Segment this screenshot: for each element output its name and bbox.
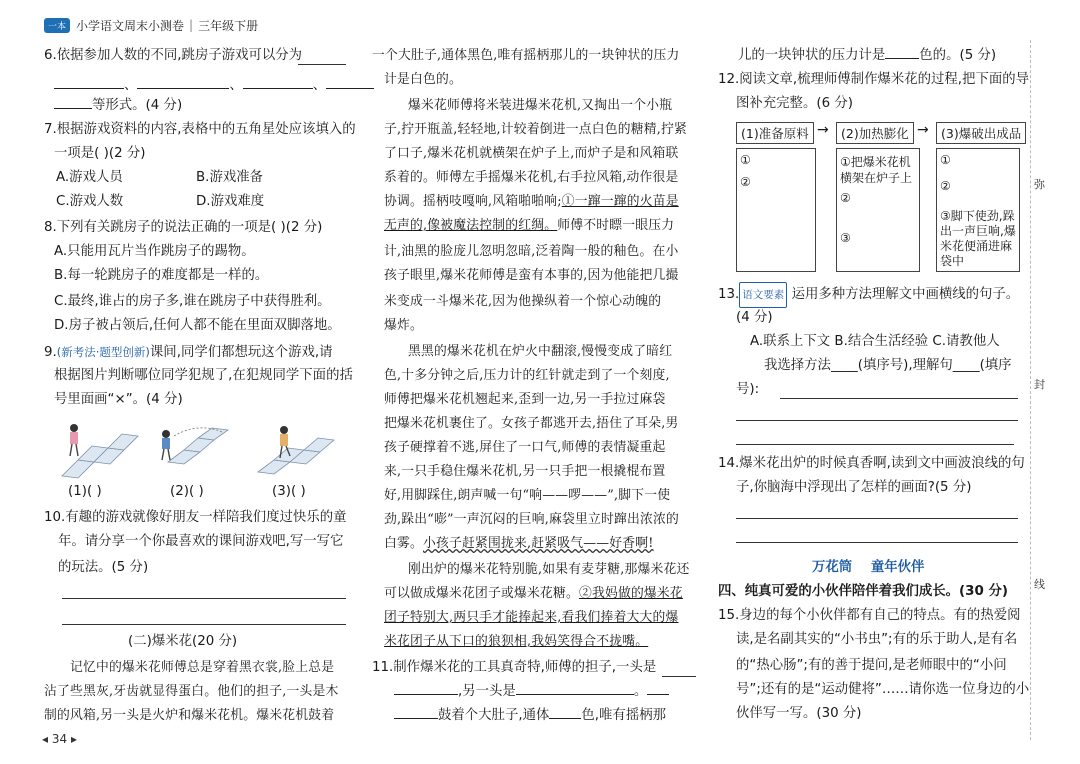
q9-answer-2[interactable]: (2)( )	[170, 484, 204, 499]
flow-box-1[interactable]: ① ②	[736, 148, 816, 272]
flow-step-1: (1)准备原料	[736, 122, 814, 144]
q7-option-b[interactable]: B.游戏准备	[196, 170, 264, 185]
q11-line1: 11.制作爆米花的工具真奇特,师傅的担子,一头是	[372, 660, 657, 675]
q11-line3: 鼓着个大肚子,通体 色,唯有摇柄那	[394, 704, 666, 728]
passage-mid-line-2: 计是白色的。	[384, 72, 462, 87]
page-number: ◂ 34 ▸	[42, 732, 77, 746]
q7-line2: 一项是( )(2 分)	[54, 146, 146, 161]
seal-line	[1030, 40, 1031, 740]
flow-box-2[interactable]: ①把爆米花机 横架在炉子上 ② ③	[836, 148, 920, 272]
arrow-right-icon: →	[917, 122, 929, 138]
q13-answer-line-3[interactable]	[736, 444, 1014, 445]
passage-mid-line-25: 米花团子从下口的狼狈相,我妈笑得合不拢嘴。	[384, 634, 649, 649]
q8-option-a[interactable]: A.只能用瓦片当作跳房子的踢物。	[54, 244, 255, 259]
q13-tag: 语文要素	[739, 282, 787, 308]
q6-blank-5[interactable]	[54, 94, 92, 109]
q15-line4: 号”;还有的是“运动健将”……请你选一位身边的小	[736, 682, 1030, 697]
header-title: 小学语文周末小测卷	[76, 18, 185, 33]
q10-line3: 的玩法。(5 分)	[58, 560, 149, 575]
passage-mid-line-23: 可以做成爆米花团子或爆米花糖。②我妈做的爆米花	[384, 586, 683, 601]
q10-line2: 年。请分享一个你最喜欢的课间游戏吧,写一写它	[58, 534, 344, 549]
q13-options[interactable]: A.联系上下文 B.结合生活经验 C.请教他人	[750, 334, 1000, 349]
passage-mid-line-17: 孩子硬撑着不逃,屏住了一口气,师傅的表情凝重起	[384, 440, 666, 455]
q14-line1: 14.爆米花出炉的时候真香啊,读到文中画波浪线的句	[718, 456, 1025, 471]
q11-blank-1[interactable]	[662, 676, 696, 677]
passage-mid-line-8: 无声的,像被魔法控制的红绸。师傅不时瞟一眼压力	[384, 218, 675, 233]
q11-blank-3[interactable]	[516, 680, 634, 695]
flow-step-3: (3)爆破出成品	[936, 122, 1026, 144]
wavy-sentence: 小孩子赶紧围拢来,赶紧吸气——好香啊!	[423, 536, 654, 551]
q13-answer-start: 号):	[736, 382, 760, 397]
q9-answer-3[interactable]: (3)( )	[272, 484, 306, 499]
passage-mid-line-11: 米变成一斗爆米花,因为他操纵着一个惊心动魄的	[384, 294, 662, 309]
q11-blank-2[interactable]	[394, 680, 458, 695]
q13-line1: 13. 语文要素 运用多种方法理解文中画横线的句子。	[718, 282, 1019, 308]
q6-line3: 等形式。(4 分)	[54, 94, 182, 118]
q11-line2: ,另一头是 。	[394, 680, 669, 704]
q8-option-c[interactable]: C.最终,谁占的房子多,谁在跳房子中获得胜利。	[54, 294, 331, 309]
passage-mid-line-16: 把爆米花机裹住了。女孩子都逃开去,捂住了耳朵,男	[384, 416, 679, 431]
q7-option-a[interactable]: A.游戏人员	[56, 170, 123, 185]
q11-blank-7[interactable]	[885, 44, 919, 59]
section-2-title: (二)爆米花(20 分)	[128, 634, 238, 649]
page-header: 一本 小学语文周末小测卷 | 三年级下册	[44, 14, 258, 36]
q6-blank-2[interactable]	[137, 74, 229, 89]
hopscotch-illustrations	[58, 422, 348, 484]
q6-blank-3[interactable]	[243, 74, 313, 89]
q10-answer-line-2[interactable]	[62, 624, 346, 625]
q15-line5: 伙伴写一写。(30 分)	[736, 706, 862, 721]
arrow-right-icon: →	[817, 122, 829, 138]
passage-mid-line-13: 黑黑的爆米花机在炉火中翻滚,慢慢变成了暗红	[408, 344, 673, 359]
q14-answer-line-2[interactable]	[736, 542, 1018, 543]
q9-line1: 9.(新考法·题型创新)课间,同学们都想玩这个游戏,请	[44, 345, 333, 360]
passage-left-line-3: 制的风箱,另一头是火炉和爆米花机。爆米花机鼓着	[44, 708, 335, 723]
q13-choice: 我选择方法____(填序号),理解句____(填序	[764, 358, 1012, 373]
passage-mid-line-10: 孩子眼里,爆米花师傅是蛮有本事的,因为他能把几撮	[384, 268, 679, 283]
q15-line2: 读,是名副其实的“小书虫”;有的乐于助人,是有名	[736, 632, 1018, 647]
section-banner: 万花筒 童年伙伴	[812, 560, 925, 575]
flow-box-3[interactable]: ① ② ③脚下使劲,跺 出一声巨响,爆 米花便涌进麻 袋中	[936, 148, 1020, 272]
seal-char-3: 线	[1034, 578, 1045, 591]
q12-line1: 12.阅读文章,梳理师傅制作爆米花的过程,把下面的导	[718, 72, 1030, 87]
q14-answer-line-1[interactable]	[736, 518, 1018, 519]
q9-tag: (新考法·题型创新)	[56, 345, 150, 359]
underlined-sentence-1: ①一蹿一蹿的火苗是	[561, 194, 679, 209]
passage-left-line-1: 记忆中的爆米花师傅总是穿着黑衣裳,脸上总是	[70, 660, 335, 675]
passage-mid-line-12: 爆炸。	[384, 318, 423, 333]
passage-mid-line-15: 师傅把爆米花机翘起来,歪到一边,另一手拉过麻袋	[384, 392, 666, 407]
q10-line1: 10.有趣的游戏就像好朋友一样陪我们度过快乐的童	[44, 510, 347, 525]
passage-mid-line-5: 了口子,爆米花机就横架在炉子上,而炉子是和风箱联	[384, 146, 679, 161]
q15-line1: 15.身边的每个小伙伴都有自己的特点。有的热爱阅	[718, 608, 1021, 623]
q6-line2: 、 、 、	[54, 74, 374, 98]
q15-line3: 的“热心肠”;有的善于提问,是老师眼中的“小问	[736, 658, 1007, 673]
q7-option-d[interactable]: D.游戏难度	[196, 194, 265, 209]
q9-line3: 号里面画“×”。(4 分)	[54, 392, 183, 407]
passage-mid-line-22: 刚出炉的爆米花特别脆,如果有麦芽糖,那爆米花还	[408, 562, 690, 577]
passage-mid-line-18: 来,一只手稳住爆米花机,另一只手把一根撬棍布置	[384, 464, 666, 479]
q13-line2: (4 分)	[736, 310, 773, 325]
passage-mid-line-6: 系着的。师傅左手摇爆米花机,右手拉风箱,动作很是	[384, 170, 679, 185]
brand-badge: 一本	[44, 18, 70, 33]
q11-blank-5[interactable]	[394, 704, 438, 719]
q9-line2: 根据图片判断哪位同学犯规了,在犯规同学下面的括	[54, 368, 353, 383]
q11-blank-6[interactable]	[549, 704, 581, 719]
q6-blank-1[interactable]	[54, 74, 124, 89]
q6-line1: 6.依据参加人数的不同,跳房子游戏可以分为	[44, 48, 303, 63]
passage-mid-line-1: 一个大肚子,通体黑色,唯有摇柄那儿的一块钟状的压力	[372, 48, 680, 63]
passage-mid-line-21: 白雾。小孩子赶紧围拢来,赶紧吸气——好香啊!	[384, 536, 654, 551]
hopscotch-figure-3	[258, 426, 334, 474]
q8-option-d[interactable]: D.房子被占领后,任何人都不能在里面双脚落地。	[54, 318, 341, 333]
passage-mid-line-14: 色,十多分钟之后,压力计的红针就走到了一个刻度,	[384, 368, 670, 383]
hopscotch-figure-1	[62, 424, 138, 478]
passage-mid-line-20: 劲,跺出“嘭”一声沉闷的巨响,麻袋里立时蹿出浓浓的	[384, 512, 679, 527]
q14-line2: 子,你脑海中浮现出了怎样的画面?(5 分)	[736, 480, 972, 495]
q12-line2: 图补充完整。(6 分)	[736, 96, 853, 111]
flow-step-2: (2)加热膨化	[836, 122, 914, 144]
section-4-title: 四、纯真可爱的小伙伴陪伴着我们成长。(30 分)	[718, 584, 1008, 599]
q8-option-b[interactable]: B.每一轮跳房子的难度都是一样的。	[54, 268, 269, 283]
header-grade: 三年级下册	[198, 18, 259, 33]
underlined-sentence-2: ②我妈做的爆米花	[578, 586, 683, 601]
seal-char-2: 封	[1034, 378, 1045, 391]
passage-mid-line-9: 计,油黑的脸庞儿忽明忽暗,泛着陶一般的釉色。在小	[384, 244, 679, 259]
seal-char-1: 弥	[1034, 178, 1045, 191]
hopscotch-figure-2	[162, 428, 228, 464]
passage-mid-line-19: 好,用脚踩住,朗声喊一句“响——啰——”,脚下一使	[384, 488, 671, 503]
q8-line1: 8.下列有关跳房子的说法正确的一项是( )(2 分)	[44, 220, 323, 235]
q10-answer-line-1[interactable]	[62, 598, 346, 599]
q6-blank-0[interactable]	[298, 64, 346, 65]
passage-mid-line-3: 爆米花师傅将米装进爆米花机,又掏出一个小瓶	[408, 98, 673, 113]
q13-answer-line-1[interactable]	[780, 398, 1018, 399]
q11-line4: 儿的一块钟状的压力计是 色的。(5 分)	[738, 44, 996, 68]
q11-blank-4[interactable]	[647, 680, 669, 695]
q6-blank-4[interactable]	[326, 74, 374, 89]
q7-line1: 7.根据游戏资料的内容,表格中的五角星处应该填入的	[44, 122, 356, 137]
q13-answer-line-2[interactable]	[736, 420, 1018, 421]
passage-mid-line-4: 子,拧开瓶盖,轻轻地,计较着倒进一点白色的糖精,拧紧	[384, 122, 688, 137]
passage-left-line-2: 沾了些黑灰,牙齿就显得蛋白。他们的担子,一头是木	[44, 684, 339, 699]
underlined-sentence-1-cont: 无声的,像被魔法控制的红绸。	[384, 218, 558, 233]
q9-answer-1[interactable]: (1)( )	[68, 484, 102, 499]
passage-mid-line-24: 团子特别大,两只手才能捧起来,看我们捧着大大的爆	[384, 610, 679, 625]
passage-mid-line-7: 协调。摇柄吱嘎响,风箱啪啪响;①一蹿一蹿的火苗是	[384, 194, 679, 209]
q7-option-c[interactable]: C.游戏人数	[56, 194, 124, 209]
